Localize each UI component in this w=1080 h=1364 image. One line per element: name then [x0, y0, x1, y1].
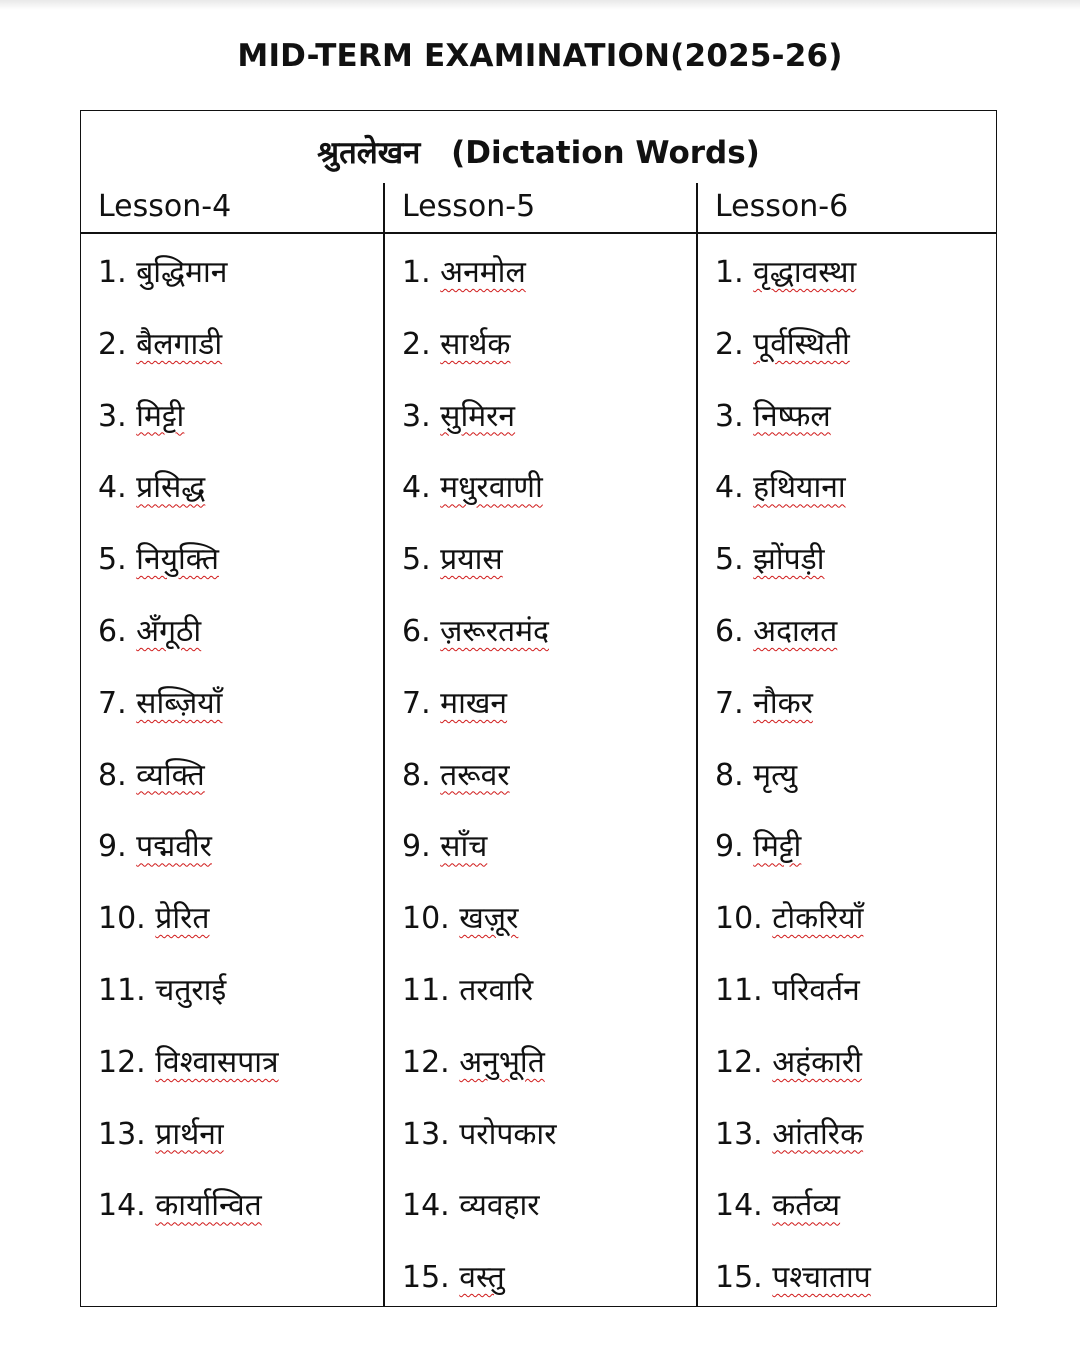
dictation-word: परोपकार [459, 1116, 557, 1152]
list-item [402, 325, 556, 397]
dictation-word: अनमोल [440, 255, 526, 290]
list-item [98, 827, 279, 899]
list-item [715, 1186, 871, 1258]
item-number: 6. [402, 613, 431, 649]
item-number: 6. [98, 613, 127, 649]
dictation-word: तरूवर [440, 757, 510, 793]
item-number: 15. [402, 1260, 450, 1296]
column-header: Lesson-4 [98, 189, 232, 224]
list-item [402, 899, 556, 971]
item-number: 8. [98, 757, 127, 793]
dictation-word: बैलगाडी [136, 326, 223, 362]
dictation-word: कार्यान्वित [155, 1188, 262, 1224]
dictation-word: अदालत [753, 613, 838, 649]
item-number: 1. [98, 255, 127, 290]
item-number: 5. [98, 542, 127, 578]
list-item [715, 325, 871, 397]
list-item [98, 756, 279, 828]
item-number: 2. [98, 326, 127, 362]
item-number: 8. [402, 757, 431, 793]
dictation-word: खज़ूर [459, 901, 519, 937]
item-number: 11. [715, 972, 763, 1008]
list-item [98, 899, 279, 971]
item-number: 10. [98, 901, 146, 937]
dictation-word: मृत्यु [753, 757, 798, 793]
list-item [98, 397, 279, 469]
list-item [402, 397, 556, 469]
top-shadow [0, 0, 1080, 10]
dictation-word: नौकर [753, 685, 813, 721]
word-list [98, 253, 279, 1258]
dictation-word: प्रसिद्ध [136, 470, 206, 506]
list-item [98, 468, 279, 540]
list-item [402, 253, 556, 325]
heading-hindi: श्रुतलेखन [317, 135, 421, 171]
list-item [98, 253, 279, 325]
dictation-word: पद्मवीर [136, 829, 212, 865]
dictation-word: मिट्टी [136, 398, 185, 434]
list-item [715, 971, 871, 1043]
list-item [98, 612, 279, 684]
list-item [98, 971, 279, 1043]
dictation-word: माखन [440, 685, 508, 721]
item-number: 5. [402, 542, 431, 578]
dictation-word: नियुक्ति [136, 542, 219, 578]
list-item [402, 827, 556, 899]
list-item [402, 684, 556, 756]
item-number: 10. [715, 901, 763, 937]
list-item [98, 325, 279, 397]
list-item [715, 540, 871, 612]
item-number: 6. [715, 613, 744, 649]
dictation-table [80, 110, 997, 1307]
dictation-word: अनुभूति [459, 1044, 545, 1080]
list-item [402, 1115, 556, 1187]
list-item [98, 1186, 279, 1258]
table-heading [81, 131, 996, 173]
column-divider [696, 183, 698, 1306]
item-number: 9. [715, 829, 744, 865]
list-item [402, 468, 556, 540]
list-item [98, 1043, 279, 1115]
dictation-word: प्रयास [440, 542, 503, 578]
item-number: 12. [98, 1044, 146, 1080]
dictation-word: मिट्टी [753, 829, 802, 865]
dictation-word: अँगूठी [136, 613, 202, 649]
item-number: 2. [715, 326, 744, 362]
item-number: 12. [402, 1044, 450, 1080]
item-number: 4. [715, 470, 744, 506]
item-number: 14. [715, 1188, 763, 1224]
column-header: Lesson-6 [715, 189, 849, 224]
list-item [402, 756, 556, 828]
list-item [402, 1043, 556, 1115]
dictation-word: वस्तु [459, 1260, 505, 1296]
dictation-word: कर्तव्य [772, 1188, 841, 1224]
item-number: 13. [715, 1116, 763, 1152]
item-number: 7. [98, 685, 127, 721]
dictation-word: प्रेरित [155, 901, 210, 937]
dictation-word: निष्फल [753, 398, 831, 434]
list-item [98, 684, 279, 756]
heading-english: (Dictation Words) [451, 135, 760, 171]
dictation-word: सुमिरन [440, 398, 516, 434]
list-item [715, 397, 871, 469]
dictation-word: तरवारि [459, 972, 534, 1008]
list-item [402, 971, 556, 1043]
item-number: 11. [402, 972, 450, 1008]
item-number: 9. [98, 829, 127, 865]
list-item [402, 540, 556, 612]
list-item [715, 468, 871, 540]
item-number: 7. [402, 685, 431, 721]
item-number: 9. [402, 829, 431, 865]
item-number: 13. [402, 1116, 450, 1152]
item-number: 2. [402, 326, 431, 362]
dictation-word: ज़रूरतमंद [440, 613, 549, 649]
dictation-word: अहंकारी [772, 1044, 862, 1080]
dictation-word: प्रार्थना [155, 1116, 224, 1152]
word-list [402, 253, 556, 1330]
item-number: 8. [715, 757, 744, 793]
item-number: 12. [715, 1044, 763, 1080]
column-divider [383, 183, 385, 1306]
item-number: 7. [715, 685, 744, 721]
list-item [402, 1258, 556, 1330]
item-number: 1. [402, 255, 431, 290]
list-item [715, 899, 871, 971]
list-item [715, 1115, 871, 1187]
list-item [715, 1043, 871, 1115]
list-item [402, 612, 556, 684]
dictation-word: विश्वासपात्र [155, 1044, 279, 1080]
word-list [715, 253, 871, 1330]
item-number: 1. [715, 255, 744, 290]
dictation-word: व्यवहार [459, 1188, 540, 1224]
dictation-word: सार्थक [440, 326, 511, 362]
item-number: 4. [402, 470, 431, 506]
item-number: 14. [402, 1188, 450, 1224]
dictation-word: साँच [440, 829, 488, 865]
dictation-word: पूर्वस्थिती [753, 326, 850, 362]
item-number: 15. [715, 1260, 763, 1296]
list-item [715, 684, 871, 756]
dictation-word: आंतरिक [772, 1116, 864, 1152]
dictation-word: टोकरियाँ [772, 901, 864, 937]
page-title: MID-TERM EXAMINATION(2025-26) [237, 38, 843, 74]
item-number: 5. [715, 542, 744, 578]
list-item [715, 756, 871, 828]
column-lesson-4 [98, 189, 279, 1258]
item-number: 11. [98, 972, 146, 1008]
list-item [715, 612, 871, 684]
item-number: 13. [98, 1116, 146, 1152]
item-number: 3. [715, 398, 744, 434]
item-number: 4. [98, 470, 127, 506]
list-item [402, 1186, 556, 1258]
dictation-word: वृद्धावस्था [753, 255, 857, 290]
dictation-word: चतुराई [155, 972, 227, 1008]
item-number: 10. [402, 901, 450, 937]
dictation-word: पश्चाताप [772, 1260, 871, 1296]
column-header: Lesson-5 [402, 189, 536, 224]
dictation-word: झोंपड़ी [753, 542, 825, 578]
list-item [715, 253, 871, 325]
item-number: 14. [98, 1188, 146, 1224]
item-number: 3. [98, 398, 127, 434]
column-lesson-6 [715, 189, 871, 1330]
list-item [98, 540, 279, 612]
list-item [715, 1258, 871, 1330]
dictation-word: हथियाना [753, 470, 846, 506]
list-item [98, 1115, 279, 1187]
dictation-word: सब्ज़ियाँ [136, 685, 223, 721]
dictation-word: व्यक्ति [136, 757, 205, 793]
dictation-word: मधुरवाणी [440, 470, 543, 506]
list-item [715, 827, 871, 899]
dictation-word: परिवर्तन [772, 972, 860, 1008]
column-lesson-5 [402, 189, 556, 1330]
item-number: 3. [402, 398, 431, 434]
dictation-word: बुद्धिमान [136, 255, 228, 290]
